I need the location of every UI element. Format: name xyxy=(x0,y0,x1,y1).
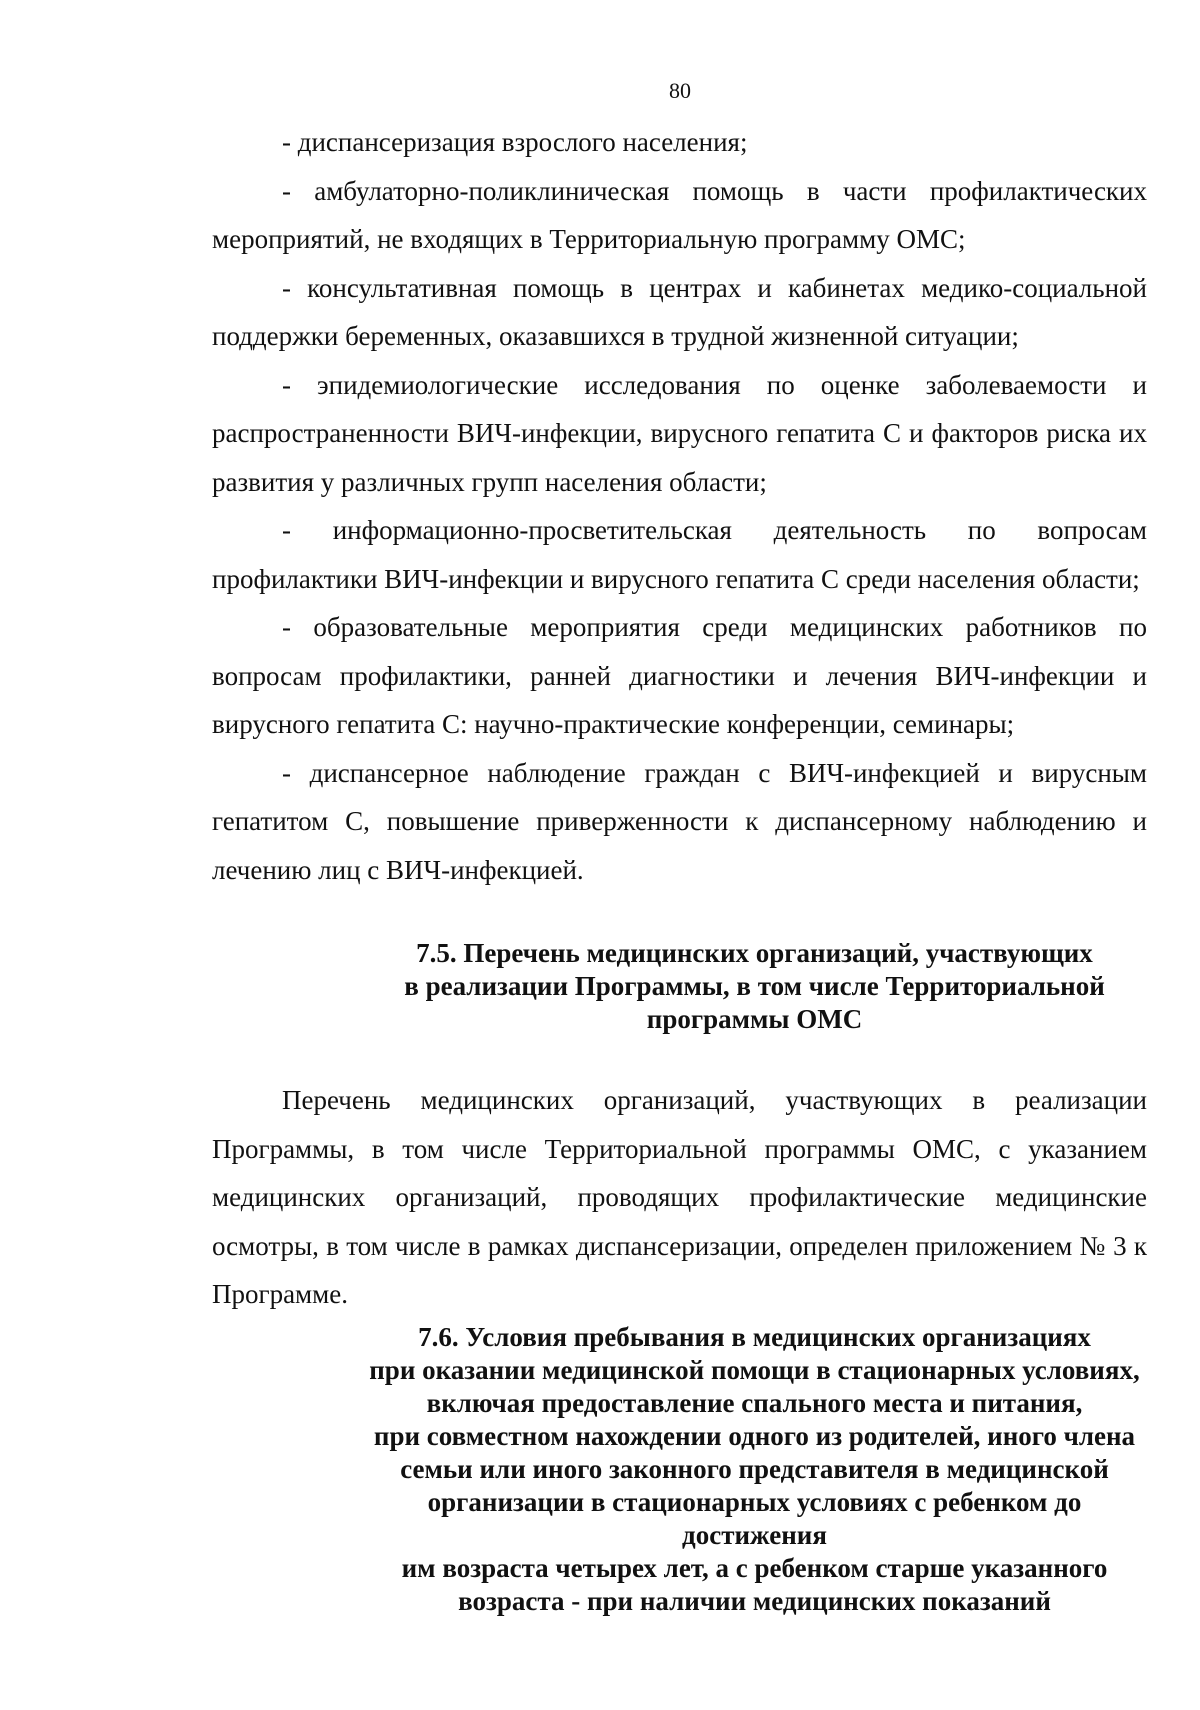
section-heading-7-5 xyxy=(212,937,1147,1036)
heading-line: организации в стационарных условиях с ребенком до достижения xyxy=(427,1486,1082,1550)
heading-line: 7.5. Перечень медицинских организаций, участвующих xyxy=(416,938,1093,968)
heading-line: включая предоставление спального места и питания, xyxy=(426,1387,1083,1418)
list-item: - диспансерное наблюдение граждан с ВИЧ-инфекцией и вирусным гепатитом С, повышение приверженности к диспансерному наблюдению и лечению лиц с ВИЧ-инфекцией. xyxy=(212,757,1147,885)
list-item: - амбулаторно-поликлиническая помощь в части профилактических мероприятий, не входящих в Территориальную программу ОМС; xyxy=(212,175,1147,254)
list-item: - консультативная помощь в центрах и кабинетах медико-социальной поддержки беременных, оказавшихся в трудной жизненной ситуации; xyxy=(212,272,1147,351)
list-item: - диспансеризация взрослого населения; xyxy=(282,127,748,157)
list-item: - информационно-просветительская деятельность по вопросам профилактики ВИЧ-инфекции и вирусного гепатита С среди населения области; xyxy=(212,515,1147,594)
list-item: - эпидемиологические исследования по оценке заболеваемости и распространенности ВИЧ-инфекции, вирусного гепатита С и факторов риска их развития у различных групп населения области; xyxy=(212,369,1147,497)
page-number: 80 xyxy=(669,78,691,103)
heading-line: 7.6. Условия пребывания в медицинских организациях xyxy=(418,1321,1091,1352)
heading-line: им возраста четырех лет, а с ребенком старше указанного xyxy=(401,1552,1108,1583)
page-content xyxy=(212,118,1147,1618)
heading-line: возраста - при наличии медицинских показаний xyxy=(458,1585,1051,1616)
heading-line: семьи или иного законного представителя в медицинской xyxy=(400,1453,1109,1484)
heading-line: при оказании медицинской помощи в стационарных условиях, xyxy=(369,1354,1140,1385)
heading-line: в реализации Программы, в том числе Территориальной xyxy=(404,971,1105,1001)
section-heading-7-6 xyxy=(212,1321,1147,1618)
heading-line: при совместном нахождении одного из родителей, иного члена xyxy=(373,1420,1136,1451)
section-7-5-body: Перечень медицинских организаций, участвующих в реализации Программы, в том числе Территориальной программы ОМС, с указанием медицинских организаций, проводящих профилактические медицинские осмотры, в том числе в рамках диспансеризации, определен приложением № 3 к Программе. xyxy=(212,1085,1147,1309)
heading-line: программы ОМС xyxy=(646,1004,863,1034)
list-item: - образовательные мероприятия среди медицинских работников по вопросам профилактики, ранней диагностики и лечения ВИЧ-инфекции и вирусного гепатита С: научно-практические конференции, семинары; xyxy=(212,612,1147,739)
